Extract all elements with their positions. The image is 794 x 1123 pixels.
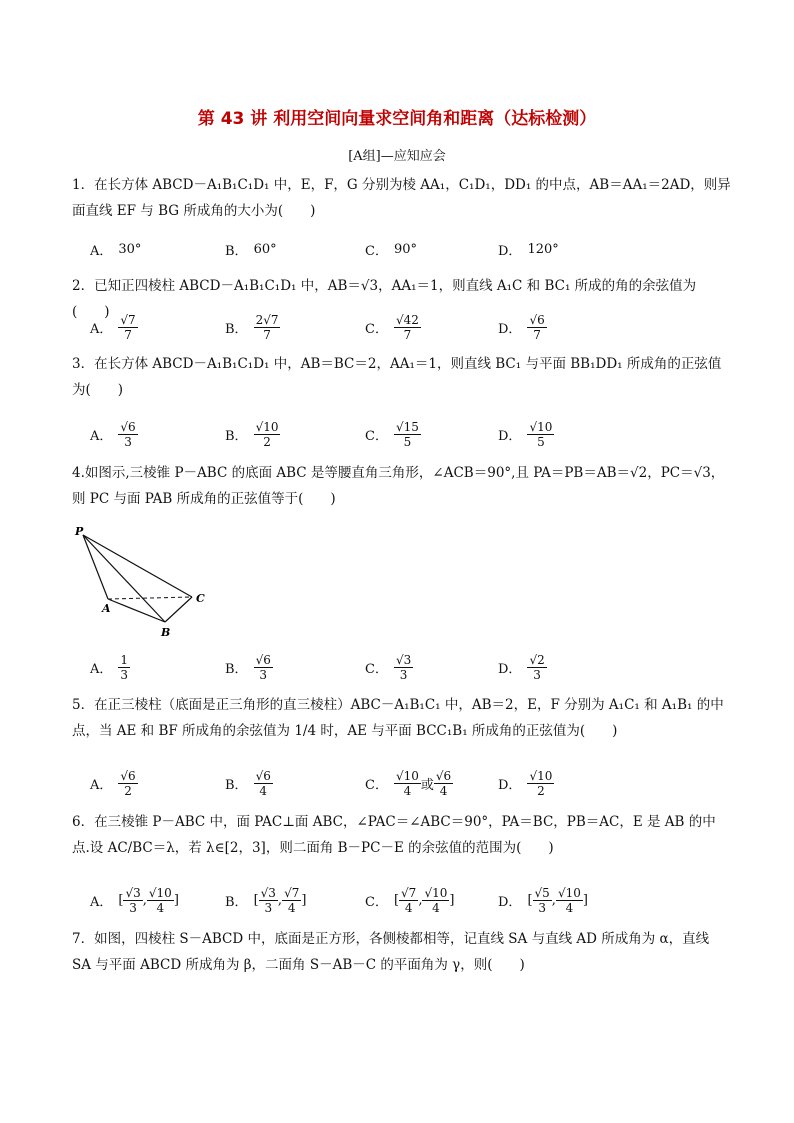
option-label: B． xyxy=(225,321,248,337)
denominator: 7 xyxy=(263,327,271,342)
edge-bc xyxy=(165,597,192,622)
question-2-stem: 2．已知正四棱柱 ABCD－A₁B₁C₁D₁ 中，AB＝√3，AA₁＝1，则直线 A₁C 和 BC₁ 所成的角的余弦值为( ) xyxy=(72,278,697,320)
vertex-c-label: C xyxy=(196,592,205,605)
bracket-close: ] xyxy=(301,892,307,908)
option-label: A． xyxy=(90,777,113,793)
numerator: √10 xyxy=(424,885,448,900)
option-a xyxy=(90,648,130,686)
option-label: D． xyxy=(498,777,522,793)
question-1-stem: 1．在长方体 ABCD－A₁B₁C₁D₁ 中，E，F，G 分别为棱 AA₁，C₁D₁，DD₁ 的中点，AB＝AA₁＝2AD，则异面直线 EF 与 BG 所成角的大小为( ) xyxy=(72,177,731,219)
option-fraction xyxy=(394,420,421,449)
bracket-open: [ xyxy=(393,892,400,908)
denominator: 4 xyxy=(432,900,440,915)
option-fraction xyxy=(254,769,273,798)
option-label: B． xyxy=(225,777,248,793)
numerator: √10 xyxy=(529,419,553,434)
option-label: A． xyxy=(90,243,113,259)
option-fraction xyxy=(394,769,421,798)
vertex-b-label: B xyxy=(161,626,171,639)
option-label: C． xyxy=(365,777,388,793)
option-label: C． xyxy=(365,321,388,337)
numerator: √6 xyxy=(435,768,452,783)
denominator: 5 xyxy=(537,434,545,449)
page-title: 第 43 讲 利用空间向量求空间角和距离（达标检测） xyxy=(197,109,597,129)
option-label: B． xyxy=(225,428,248,444)
numerator: √10 xyxy=(255,419,279,434)
option-label: C． xyxy=(365,243,388,259)
question-3-options xyxy=(90,415,730,453)
bracket-open: [ xyxy=(527,892,533,908)
vertex-a-label: A xyxy=(102,602,111,615)
option-fraction xyxy=(118,420,137,449)
numerator: √7 xyxy=(120,312,136,327)
edge-ab xyxy=(108,599,165,622)
denominator: 3 xyxy=(124,434,132,449)
question-3-stem: 3．在长方体 ABCD－A₁B₁C₁D₁ 中，AB＝BC＝2，AA₁＝1，则直线 BC₁ 与平面 BB₁DD₁ 所成角的正弦值为( ) xyxy=(72,356,722,398)
option-b xyxy=(225,308,280,346)
edge-pc xyxy=(83,535,192,597)
option-fraction xyxy=(399,886,418,915)
option-fraction xyxy=(394,313,421,342)
question-2-options xyxy=(90,308,730,346)
numerator: √6 xyxy=(255,652,271,667)
option-b xyxy=(225,764,273,802)
numerator: √3 xyxy=(395,652,412,667)
question-5-stem: 5．在正三棱柱（底面是正三角形的直三棱柱）ABC－A₁B₁C₁ 中，AB＝2，E，F 分别为 A₁C₁ 和 A₁B₁ 的中点，当 AE 和 BF 所成角的余弦值为 1/4 时，AE 与平面 BCC₁B₁ 所成角的正弦值为( ) xyxy=(72,697,724,739)
denominator: 3 xyxy=(533,667,541,682)
option-value: 120° xyxy=(527,241,559,257)
numerator: √6 xyxy=(120,419,136,434)
numerator: √7 xyxy=(401,885,417,900)
denominator: 4 xyxy=(565,900,574,915)
pyramid-figure xyxy=(70,525,210,640)
comma: , xyxy=(418,892,423,908)
denominator: 3 xyxy=(399,667,408,682)
denominator: 4 xyxy=(287,900,296,915)
option-label: A． xyxy=(90,661,113,677)
denominator: 7 xyxy=(533,327,541,342)
numerator: √10 xyxy=(557,885,581,900)
numerator: 1 xyxy=(120,652,129,667)
numerator: √6 xyxy=(255,768,271,783)
option-c xyxy=(365,415,421,453)
option-c xyxy=(365,648,413,686)
option-fraction xyxy=(527,653,546,682)
vertex-p-label: P xyxy=(75,525,84,538)
denominator: 3 xyxy=(259,667,268,682)
edge-ac-hidden xyxy=(108,597,192,599)
numerator: √15 xyxy=(395,419,419,434)
option-fraction xyxy=(118,313,137,342)
option-d xyxy=(498,648,547,686)
denominator: 2 xyxy=(263,434,271,449)
bracket-close: ] xyxy=(582,892,588,908)
option-label: B． xyxy=(225,243,248,259)
option-d xyxy=(498,308,547,346)
section-heading: [A组]—应知应会 xyxy=(348,149,446,164)
option-fraction xyxy=(254,420,281,449)
option-label: D． xyxy=(498,894,522,910)
option-d xyxy=(498,230,559,268)
option-b xyxy=(225,230,277,268)
question-6-stem: 6．在三棱锥 P－ABC 中，面 PAC⊥面 ABC，∠PAC＝∠ABC＝90°，PA＝BC，PB＝AC，E 是 AB 的中点.设 AC/BC＝λ，若 λ∈[2，3]，则二面角 B－PC－E 的余弦值的范围为( ) xyxy=(72,814,716,856)
option-label: C． xyxy=(365,661,388,677)
option-label: A． xyxy=(90,894,113,910)
option-fraction xyxy=(254,653,273,682)
option-fraction-2 xyxy=(434,769,453,798)
bracket-close: ] xyxy=(449,892,455,908)
denominator: 7 xyxy=(124,327,132,342)
option-label: D． xyxy=(498,428,522,444)
option-c xyxy=(365,881,454,919)
edge-pa xyxy=(83,535,108,599)
denominator: 7 xyxy=(403,327,412,342)
denominator: 3 xyxy=(120,667,129,682)
option-c xyxy=(365,764,453,802)
numerator: √10 xyxy=(395,768,419,783)
option-label: B． xyxy=(225,894,248,910)
option-fraction xyxy=(259,886,278,915)
comma: , xyxy=(277,892,283,908)
edge-pb xyxy=(83,535,165,622)
option-b xyxy=(225,415,280,453)
denominator: 4 xyxy=(403,783,412,798)
denominator: 3 xyxy=(538,900,546,915)
numerator: √10 xyxy=(529,768,553,783)
denominator: 4 xyxy=(404,900,413,915)
option-label: A． xyxy=(90,428,113,444)
question-4-stem: 4.如图示,三棱锥 P－ABC 的底面 ABC 是等腰直角三角形，∠ACB＝90°,且 PA＝PB＝AB＝√2，PC＝√3，则 PC 与面 PAB 所成角的正弦值等于( ) xyxy=(72,465,725,507)
option-label: D． xyxy=(498,661,522,677)
question-4-options xyxy=(90,648,730,686)
option-connector: 或 xyxy=(420,777,434,793)
numerator: √7 xyxy=(284,885,300,900)
question-7-stem: 7．如图，四棱柱 S－ABCD 中，底面是正方形，各侧棱都相等，记直线 SA 与直线 AD 所成角为 α，直线 SA 与平面 ABCD 所成角为 β，二面角 S－AB－C 的平面角为 γ，则( ) xyxy=(72,931,710,973)
option-d xyxy=(498,764,554,802)
denominator: 3 xyxy=(264,900,273,915)
numerator: √5 xyxy=(534,885,550,900)
option-fraction-2 xyxy=(282,886,301,915)
option-fraction xyxy=(254,313,281,342)
option-fraction xyxy=(118,769,137,798)
option-fraction xyxy=(527,769,554,798)
option-label: D． xyxy=(498,321,522,337)
question-6-options xyxy=(90,881,730,919)
option-label: C． xyxy=(365,894,388,910)
comma: , xyxy=(551,892,556,908)
option-d xyxy=(498,881,588,919)
denominator: 4 xyxy=(156,900,165,915)
option-fraction xyxy=(533,886,552,915)
numerator: √6 xyxy=(529,312,545,327)
denominator: 3 xyxy=(129,900,137,915)
option-fraction-2 xyxy=(422,886,449,915)
denominator: 4 xyxy=(439,783,448,798)
option-b xyxy=(225,881,306,919)
option-value: 60° xyxy=(253,241,277,257)
option-fraction xyxy=(527,313,546,342)
numerator: √2 xyxy=(529,652,545,667)
option-value: 30° xyxy=(118,241,142,257)
option-label: A． xyxy=(90,321,113,337)
comma: , xyxy=(142,892,147,908)
denominator: 2 xyxy=(124,783,132,798)
option-c xyxy=(365,230,417,268)
option-a xyxy=(90,415,138,453)
denominator: 5 xyxy=(403,434,412,449)
option-label: D． xyxy=(498,243,522,259)
option-fraction-2 xyxy=(147,886,174,915)
option-label: C． xyxy=(365,428,388,444)
numerator: √6 xyxy=(120,768,136,783)
numerator: √3 xyxy=(125,885,141,900)
option-a xyxy=(90,308,138,346)
option-fraction xyxy=(394,653,413,682)
option-a xyxy=(90,230,141,268)
question-1-options xyxy=(90,230,730,268)
denominator: 4 xyxy=(259,783,268,798)
option-value: 90° xyxy=(393,241,417,257)
option-label: B． xyxy=(225,661,248,677)
numerator: 2√7 xyxy=(255,312,279,327)
bracket-open: [ xyxy=(118,892,124,908)
option-fraction xyxy=(527,420,554,449)
option-d xyxy=(498,415,554,453)
denominator: 2 xyxy=(537,783,545,798)
numerator: √10 xyxy=(148,885,172,900)
option-fraction-2 xyxy=(556,886,583,915)
option-b xyxy=(225,648,273,686)
question-5-options xyxy=(90,764,730,802)
option-a xyxy=(90,881,179,919)
option-c xyxy=(365,308,421,346)
numerator: √42 xyxy=(395,312,419,327)
option-fraction xyxy=(123,886,142,915)
option-a xyxy=(90,764,138,802)
numerator: √3 xyxy=(260,885,276,900)
bracket-close: ] xyxy=(173,892,179,908)
option-fraction xyxy=(118,653,130,682)
bracket-open: [ xyxy=(253,892,259,908)
